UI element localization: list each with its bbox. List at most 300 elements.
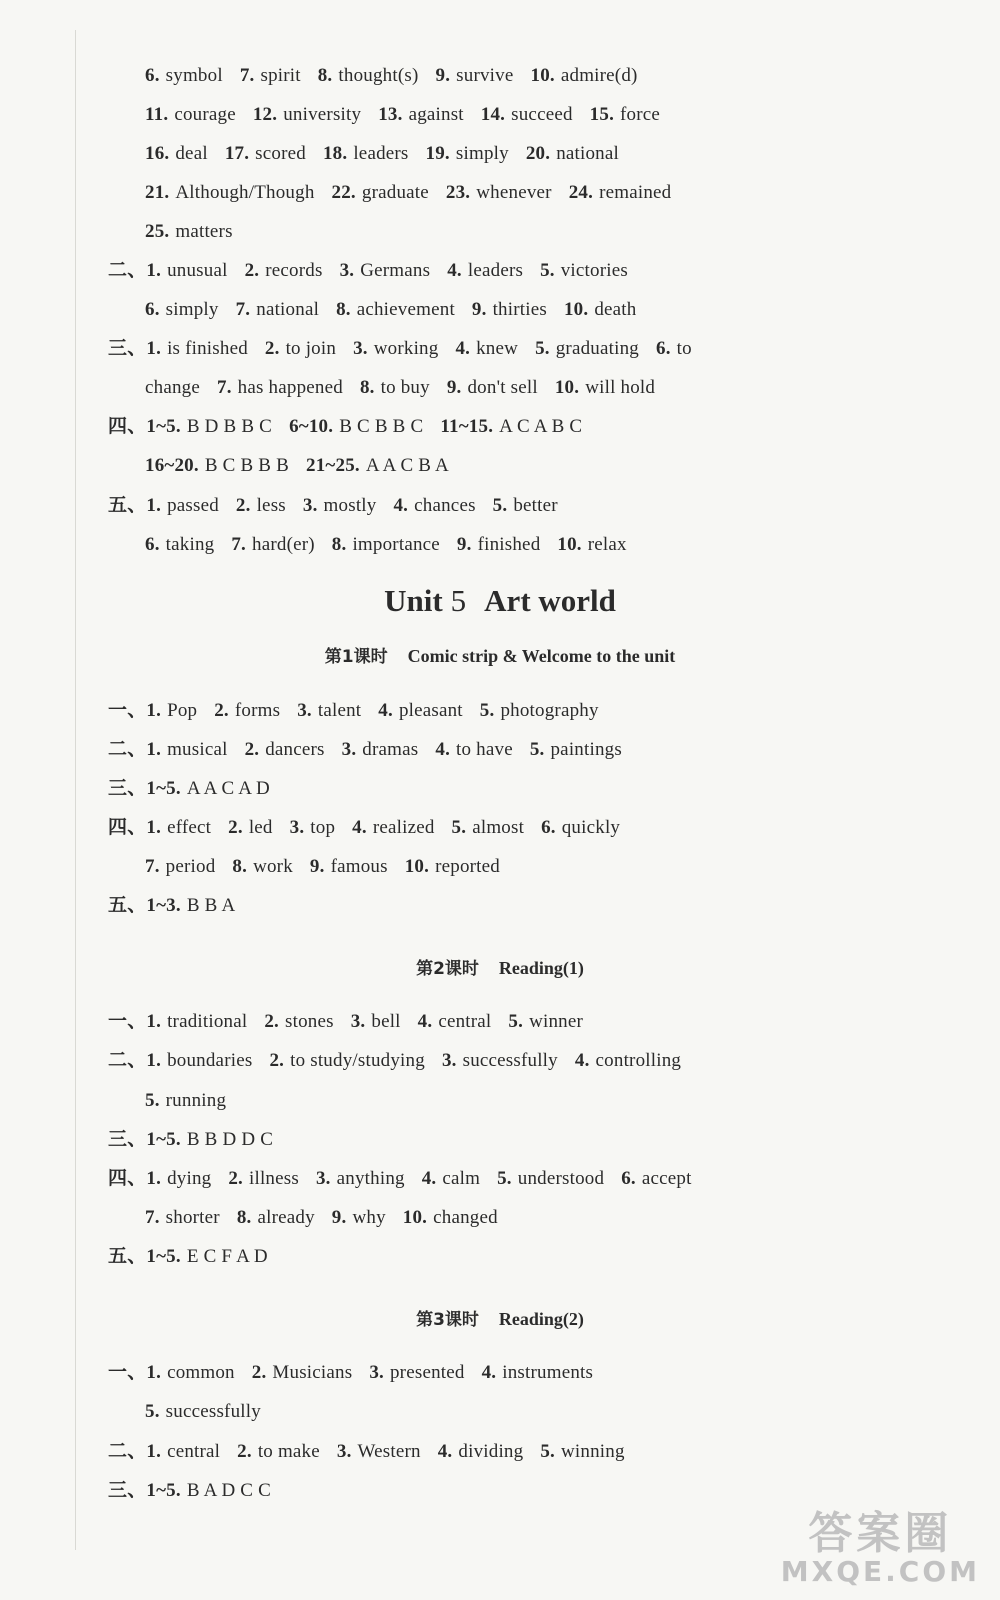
item-number: 3.	[353, 338, 368, 359]
answer-line	[108, 1049, 698, 1073]
item-answer: remained	[599, 182, 672, 203]
item-number: 8.	[236, 1207, 252, 1228]
item-number: 19.	[425, 143, 450, 164]
answer-item	[422, 1168, 480, 1189]
item-number: 6.	[621, 1168, 636, 1189]
answer-line	[145, 376, 672, 400]
item-answer: to	[676, 338, 692, 359]
item-number: 5.	[451, 817, 467, 838]
answer-item	[332, 534, 440, 555]
item-answer: change	[145, 377, 200, 398]
item-number: 4.	[455, 338, 471, 359]
item-answer: hard(er)	[252, 534, 315, 555]
item-number: 10.	[554, 377, 580, 398]
answer-item	[336, 299, 455, 320]
item-answer: records	[265, 260, 323, 281]
item-answer: E C F A D	[186, 1246, 268, 1267]
answer-item	[318, 65, 419, 86]
item-answer: Although/Though	[175, 182, 315, 203]
answer-item	[436, 65, 514, 86]
answer-line	[145, 1206, 515, 1230]
item-answer: graduate	[361, 182, 429, 203]
answer-item	[442, 1050, 558, 1071]
section-marker: 三、	[108, 1480, 147, 1501]
item-answer: leaders	[353, 143, 409, 164]
answer-item	[564, 299, 637, 320]
item-answer: winner	[529, 1011, 584, 1032]
item-answer: accept	[641, 1168, 692, 1189]
answer-item	[265, 338, 336, 359]
answer-item	[145, 1090, 226, 1111]
section-marker: 四、	[108, 817, 147, 838]
item-answer: finished	[477, 534, 541, 555]
item-number: 7.	[231, 534, 247, 555]
answer-line	[145, 855, 517, 879]
item-answer: led	[248, 817, 273, 838]
item-answer: instruments	[502, 1362, 594, 1383]
item-answer: central	[438, 1011, 492, 1032]
answer-item	[145, 377, 200, 398]
item-number: 2.	[235, 495, 251, 516]
item-number: 1.	[146, 1362, 162, 1383]
answer-item	[508, 1011, 583, 1032]
answer-item	[289, 416, 423, 437]
lesson-heading	[0, 1305, 1000, 1330]
item-answer: successfully	[165, 1401, 261, 1422]
item-number: 18.	[322, 143, 348, 164]
item-number: 16~20.	[145, 455, 199, 476]
item-number: 4.	[417, 1011, 433, 1032]
answer-item	[569, 182, 672, 203]
item-number: 9.	[309, 856, 325, 877]
item-number: 7.	[239, 65, 255, 86]
section-marker: 三、	[108, 338, 147, 359]
answer-item	[621, 1168, 691, 1189]
item-number: 2.	[228, 1168, 243, 1189]
item-answer: chances	[414, 495, 476, 516]
item-answer: A C A B C	[499, 416, 583, 437]
answer-item	[482, 1362, 594, 1383]
item-answer: death	[594, 299, 637, 320]
item-answer: whenever	[476, 182, 552, 203]
item-answer: symbol	[165, 65, 223, 86]
item-answer: musical	[167, 739, 228, 760]
answer-line	[145, 454, 466, 478]
item-answer: force	[620, 104, 661, 125]
item-number: 20.	[525, 143, 551, 164]
item-number: 25.	[145, 221, 170, 242]
answer-item	[236, 299, 319, 320]
answer-item	[145, 1401, 261, 1422]
item-answer: university	[283, 104, 362, 125]
answer-line	[108, 1128, 290, 1152]
item-number: 8.	[331, 534, 347, 555]
answer-item	[378, 700, 463, 721]
answer-item	[440, 416, 582, 437]
item-number: 1~5.	[146, 1246, 181, 1267]
item-answer: pleasant	[398, 700, 463, 721]
item-answer: traditional	[167, 1011, 248, 1032]
item-number: 7.	[235, 299, 251, 320]
item-answer: has happened	[237, 377, 343, 398]
answer-item	[369, 1362, 464, 1383]
item-number: 4.	[435, 739, 451, 760]
answer-item	[535, 338, 639, 359]
item-answer: bell	[371, 1011, 401, 1032]
item-number: 5.	[540, 260, 555, 281]
answer-item	[236, 495, 286, 516]
answer-item	[145, 65, 223, 86]
item-answer: Pop	[167, 700, 198, 721]
answer-item	[418, 1011, 492, 1032]
answer-item	[332, 1207, 386, 1228]
answer-line	[145, 181, 688, 205]
item-number: 1.	[146, 1011, 162, 1032]
item-answer: running	[165, 1090, 227, 1111]
answer-line	[108, 699, 616, 723]
unit-name: Art world	[484, 583, 616, 618]
unit-number: 5	[450, 583, 467, 618]
answer-line	[145, 1089, 243, 1113]
answer-item	[303, 495, 377, 516]
answer-item	[228, 817, 272, 838]
item-number: 1.	[146, 1050, 162, 1071]
answer-line	[108, 1479, 288, 1503]
answer-item	[435, 739, 512, 760]
item-answer: anything	[336, 1168, 405, 1189]
item-number: 7.	[217, 377, 232, 398]
item-answer: talent	[317, 700, 362, 721]
item-number: 16.	[145, 143, 170, 164]
item-answer: achievement	[356, 299, 455, 320]
item-answer: B C B B C	[339, 416, 424, 437]
answer-item	[497, 1168, 604, 1189]
answer-item	[253, 104, 361, 125]
item-answer: photography	[500, 700, 599, 721]
answer-line	[108, 259, 645, 283]
item-answer: central	[167, 1441, 221, 1462]
item-number: 3.	[350, 1011, 366, 1032]
lesson-heading	[0, 642, 1000, 667]
item-answer: thought(s)	[338, 65, 419, 86]
answer-item	[297, 700, 361, 721]
section-marker: 四、	[108, 416, 147, 437]
answer-line	[108, 1167, 709, 1191]
answer-item	[426, 143, 509, 164]
item-number: 1.	[146, 700, 162, 721]
answer-item	[446, 182, 552, 203]
answer-item	[351, 1011, 401, 1032]
item-answer: don't sell	[467, 377, 538, 398]
item-number: 7.	[145, 856, 160, 877]
answer-item	[306, 455, 449, 476]
item-number: 3.	[341, 739, 357, 760]
answer-item	[393, 495, 475, 516]
item-number: 21.	[145, 182, 170, 203]
item-number: 10.	[404, 856, 430, 877]
item-answer: dying	[167, 1168, 212, 1189]
item-number: 5.	[535, 338, 550, 359]
lesson-label: 第2课时	[416, 959, 479, 979]
item-answer: shorter	[165, 1207, 220, 1228]
answer-item	[146, 1050, 252, 1071]
answer-item	[145, 534, 214, 555]
answer-item	[146, 1129, 273, 1150]
item-answer: paintings	[550, 739, 622, 760]
answer-item	[531, 65, 638, 86]
item-answer: victories	[560, 260, 628, 281]
item-number: 11~15.	[440, 416, 494, 437]
item-answer: mostly	[323, 495, 377, 516]
item-number: 3.	[297, 700, 312, 721]
item-answer: dancers	[265, 739, 325, 760]
item-number: 6~10.	[289, 416, 334, 437]
item-number: 2.	[264, 1011, 280, 1032]
answer-item	[455, 338, 518, 359]
item-number: 7.	[145, 1207, 160, 1228]
item-number: 1.	[146, 739, 162, 760]
section-marker: 一、	[108, 1362, 147, 1383]
answer-item	[245, 260, 323, 281]
item-answer: thirties	[492, 299, 547, 320]
item-answer: to buy	[380, 377, 430, 398]
item-answer: why	[352, 1207, 386, 1228]
item-number: 1.	[146, 260, 162, 281]
answer-line	[108, 337, 709, 361]
answer-line	[145, 298, 653, 322]
item-answer: is finished	[167, 338, 248, 359]
answer-item	[590, 104, 660, 125]
item-answer: to join	[285, 338, 337, 359]
item-answer: forms	[234, 700, 281, 721]
answer-item	[337, 1441, 421, 1462]
item-answer: taking	[165, 534, 215, 555]
item-answer: dramas	[362, 739, 419, 760]
item-number: 2.	[269, 1050, 285, 1071]
answer-item	[353, 338, 438, 359]
item-answer: spirit	[260, 65, 301, 86]
item-answer: less	[256, 495, 286, 516]
item-answer: almost	[472, 817, 525, 838]
answer-item	[146, 739, 227, 760]
section-marker: 一、	[108, 1011, 147, 1032]
item-number: 6.	[145, 534, 160, 555]
item-answer: leaders	[467, 260, 524, 281]
item-number: 3.	[441, 1050, 457, 1071]
item-number: 9.	[471, 299, 487, 320]
item-number: 4.	[378, 700, 393, 721]
item-answer: graduating	[555, 338, 639, 359]
item-answer: reported	[435, 856, 500, 877]
answer-item	[145, 856, 215, 877]
answer-item	[228, 1168, 299, 1189]
item-number: 11.	[145, 104, 169, 125]
answer-line	[145, 533, 644, 557]
answer-item	[540, 1441, 624, 1462]
answer-item	[352, 817, 434, 838]
answer-item	[447, 260, 523, 281]
item-number: 2.	[244, 260, 260, 281]
answer-item	[146, 1362, 234, 1383]
answer-item	[146, 778, 270, 799]
answer-item	[493, 495, 558, 516]
item-answer: simply	[455, 143, 509, 164]
item-number: 21~25.	[306, 455, 360, 476]
item-answer: famous	[330, 856, 388, 877]
answer-item	[146, 338, 248, 359]
answer-item	[146, 260, 227, 281]
item-number: 24.	[568, 182, 594, 203]
item-number: 22.	[331, 182, 356, 203]
item-answer: winning	[560, 1441, 625, 1462]
item-answer: matters	[175, 221, 233, 242]
item-number: 1~5.	[146, 778, 181, 799]
unit-title	[0, 583, 1000, 619]
answer-item	[217, 377, 343, 398]
answer-item	[146, 1441, 220, 1462]
item-number: 2.	[251, 1362, 267, 1383]
answer-item	[237, 1441, 320, 1462]
item-answer: simply	[165, 299, 219, 320]
answer-item	[555, 377, 655, 398]
item-number: 9.	[331, 1207, 347, 1228]
answer-line	[145, 64, 655, 88]
lesson-label: 第3课时	[416, 1310, 479, 1330]
item-answer: B C B B B	[204, 455, 290, 476]
section-marker: 二、	[108, 260, 147, 281]
item-number: 6.	[541, 817, 556, 838]
item-answer: deal	[175, 143, 208, 164]
item-answer: calm	[442, 1168, 481, 1189]
answer-item	[342, 739, 419, 760]
item-number: 6.	[145, 299, 160, 320]
answer-line	[108, 894, 252, 918]
item-answer: A A C A D	[186, 778, 270, 799]
item-answer: national	[556, 143, 619, 164]
item-number: 4.	[447, 260, 462, 281]
item-answer: Western	[357, 1441, 421, 1462]
item-number: 1.	[146, 817, 162, 838]
answer-line	[145, 103, 677, 127]
answer-item	[316, 1168, 405, 1189]
answer-item	[360, 377, 430, 398]
item-number: 5.	[540, 1441, 555, 1462]
lesson-heading	[0, 954, 1000, 979]
item-answer: top	[310, 817, 336, 838]
answer-line	[145, 220, 250, 244]
watermark-text: 答案圈	[808, 1508, 953, 1559]
unit-word: Unit	[384, 583, 443, 618]
item-answer: stones	[285, 1011, 334, 1032]
answer-item	[557, 534, 626, 555]
answer-item	[526, 143, 619, 164]
item-number: 15.	[589, 104, 615, 125]
item-number: 1.	[146, 1441, 162, 1462]
item-number: 2.	[228, 817, 243, 838]
answer-item	[403, 1207, 498, 1228]
answer-item	[656, 338, 692, 359]
item-number: 1.	[146, 495, 162, 516]
item-number: 5.	[145, 1090, 160, 1111]
item-answer: succeed	[511, 104, 573, 125]
item-number: 1~3.	[146, 895, 181, 916]
item-answer: to study/studying	[290, 1050, 425, 1071]
answer-line	[145, 142, 636, 166]
section-marker: 二、	[108, 1441, 147, 1462]
item-answer: importance	[352, 534, 440, 555]
item-number: 4.	[481, 1362, 497, 1383]
item-number: 13.	[378, 104, 403, 125]
lesson-title: Reading(2)	[498, 1309, 584, 1329]
lesson-title: Reading(1)	[498, 958, 584, 978]
section-marker: 五、	[108, 495, 147, 516]
item-number: 8.	[317, 65, 333, 86]
item-answer: relax	[587, 534, 627, 555]
answer-item	[146, 895, 235, 916]
answer-item	[231, 534, 314, 555]
answer-item	[252, 1362, 353, 1383]
item-answer: courage	[174, 104, 236, 125]
answer-line	[108, 1245, 285, 1269]
item-number: 3.	[315, 1168, 331, 1189]
item-number: 5.	[492, 495, 508, 516]
item-answer: common	[167, 1362, 235, 1383]
item-answer: national	[256, 299, 320, 320]
item-answer: to have	[456, 739, 513, 760]
answer-item	[472, 299, 547, 320]
item-number: 5.	[145, 1401, 160, 1422]
answer-line	[108, 415, 599, 439]
item-answer: admire(d)	[560, 65, 638, 86]
item-number: 14.	[480, 104, 506, 125]
item-answer: realized	[372, 817, 435, 838]
item-answer: illness	[249, 1168, 299, 1189]
item-number: 5.	[479, 700, 495, 721]
item-number: 10.	[557, 534, 582, 555]
item-answer: B B D D C	[186, 1129, 274, 1150]
item-answer: understood	[517, 1168, 605, 1189]
answer-item	[541, 817, 620, 838]
item-number: 3.	[302, 495, 318, 516]
answer-item	[145, 1207, 220, 1228]
answer-item	[530, 739, 622, 760]
item-number: 5.	[497, 1168, 512, 1189]
answer-item	[264, 1011, 333, 1032]
answer-item	[340, 260, 431, 281]
watermark-url: MXQE.COM	[780, 1555, 980, 1588]
item-answer: Musicians	[272, 1362, 353, 1383]
answer-item	[457, 534, 540, 555]
answer-item	[447, 377, 538, 398]
answer-item	[146, 495, 219, 516]
answer-line	[145, 1400, 278, 1424]
item-number: 3.	[369, 1362, 384, 1383]
answer-line	[108, 777, 287, 801]
item-number: 4.	[393, 495, 409, 516]
item-number: 4.	[421, 1168, 437, 1189]
section-marker: 五、	[108, 895, 147, 916]
item-answer: working	[373, 338, 439, 359]
answer-item	[245, 739, 325, 760]
answer-item	[290, 817, 336, 838]
item-answer: quickly	[561, 817, 621, 838]
item-answer: dividing	[458, 1441, 524, 1462]
answer-line	[108, 738, 639, 762]
item-answer: passed	[167, 495, 219, 516]
section-marker: 三、	[108, 778, 147, 799]
lesson-title: Comic strip & Welcome to the unit	[407, 646, 676, 666]
item-number: 8.	[336, 299, 351, 320]
